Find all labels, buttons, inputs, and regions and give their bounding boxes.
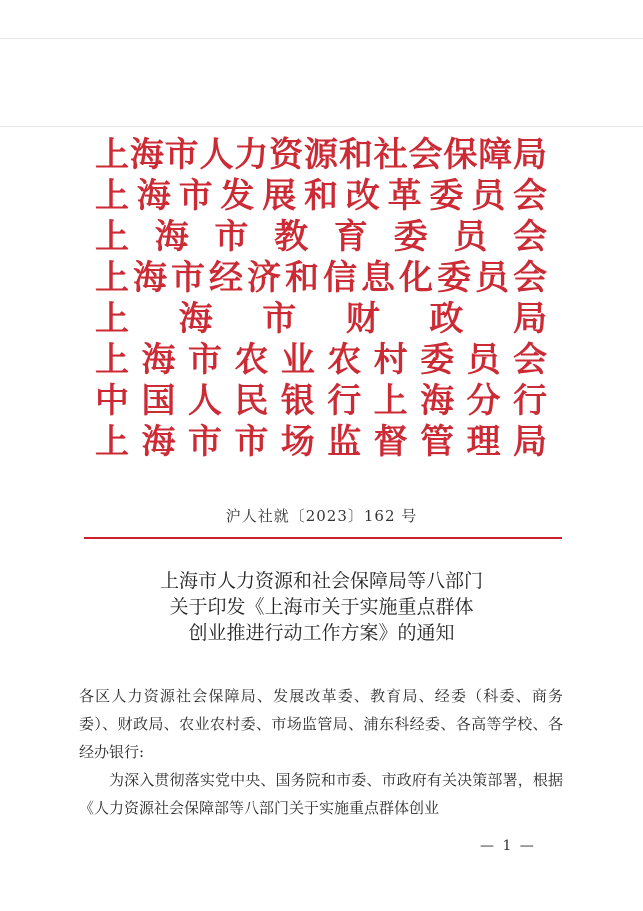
document-body (79, 682, 563, 822)
page-number: — 1 — (480, 838, 536, 854)
scan-artifact-line (0, 38, 643, 39)
addressees-paragraph: 各区人力资源社会保障局、发展改革委、教育局、经委（科委、商务委）、财政局、农业农村委、市场监管局、浦东科经委、各高等学校、各经办银行: (79, 687, 563, 761)
issuer-line: 上海市农业农村委员会 (95, 340, 547, 380)
issuer-line: 中国人民银行上海分行 (95, 381, 547, 421)
issuing-authorities-header (95, 135, 547, 463)
title-line: 上海市人力资源和社会保障局等八部门 (159, 570, 483, 592)
document-number: 沪人社就〔2023〕162 号 (225, 507, 418, 525)
title-line: 创业推进行动工作方案》的通知 (188, 622, 455, 644)
issuer-line: 上海市人力资源和社会保障局 (95, 135, 547, 175)
issuer-line: 上海市发展和改革委员会 (95, 176, 547, 216)
body-paragraph: 为深入贯彻落实党中央、国务院和市委、市政府有关决策部署，根据《人力资源社会保障部等八部门关于实施重点群体创业 (79, 771, 563, 817)
document-title (60, 568, 583, 646)
scan-artifact-line (0, 126, 643, 127)
title-line: 关于印发《上海市关于实施重点群体 (169, 596, 474, 618)
issuer-line: 上海市经济和信息化委员会 (95, 258, 547, 298)
issuer-line: 上海市市场监督管理局 (95, 422, 547, 462)
red-header-rule (84, 537, 562, 539)
issuer-line: 上海市教育委员会 (95, 217, 547, 257)
issuer-line: 上海市财政局 (95, 299, 547, 339)
